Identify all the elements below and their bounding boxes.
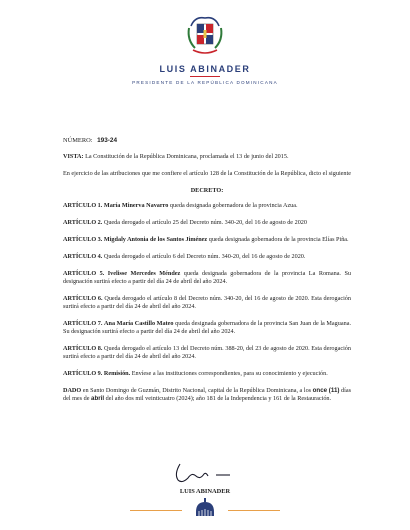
header-subtitle: PRESIDENTE DE LA REPÚBLICA DOMINICANA: [132, 80, 278, 85]
decree-number-value: 193-24: [97, 137, 117, 144]
dado-label: DADO: [63, 387, 82, 394]
dado-month: abril: [91, 395, 105, 402]
decreto-title: DECRETO:: [190, 187, 224, 194]
article: ARTÍCULO 1. María Minerva Navarro queda designada gobernadora de la provincia Azua.: [63, 202, 298, 209]
article: ARTÍCULO 7. Ana María Castillo Mateo queda designada gobernadora de la provincia San Juan de la Maguana. Su designación surtirá efecto a partir del día 24 de abril del año 2024.: [63, 320, 351, 335]
preamble-paragraph: En ejercicio de las atribuciones que me confiere el artículo 128 de la Constitución de la República, dicto el siguiente: [63, 170, 351, 177]
header-name: LUIS ABINADER: [159, 64, 251, 74]
vista-paragraph: [63, 153, 351, 161]
header-divider: [190, 76, 220, 77]
decree-number-label: NÚMERO:: [63, 137, 93, 144]
article: ARTÍCULO 5. Ivelisse Mercedes Méndez queda designada gobernadora de la provincia La Romana. Su designación surtirá efecto a partir del día 24 de abril del año 2024.: [63, 270, 352, 285]
article: ARTÍCULO 3. Migdaly Antonia de los Santos Jiménez queda designada gobernadora de la provincia Elías Piña.: [63, 236, 349, 243]
article: ARTÍCULO 4. Queda derogado el artículo 6 del Decreto núm. 340-20, del 16 de agosto de 2020.: [63, 253, 306, 260]
handwritten-signature: [170, 458, 240, 486]
decree-number: [63, 137, 351, 145]
vista-label: VISTA:: [63, 153, 84, 160]
vista-text: La Constitución de la República Dominicana, proclamada el 13 de junio del 2015.: [85, 153, 289, 160]
article: ARTÍCULO 6. Queda derogado el artículo 8 del Decreto núm. 340-20, del 16 de agosto de 2020. Esta derogación surtirá efecto a partir del día 24 de abril del año 2024.: [63, 295, 351, 310]
signature-name: LUIS ABINADER: [179, 488, 231, 495]
dado-paragraph: DADO en Santo Domingo de Guzmán, Distrito Nacional, capital de la República Dominicana, a los once (11) días del mes de abril del año dos mil veinticuatro (2024); año 181 de la Independencia y 161 de la Restauración.: [63, 387, 352, 402]
footer-divider-right: [228, 510, 280, 511]
palace-dome-icon: [190, 498, 220, 518]
coat-of-arms-icon: [185, 12, 225, 56]
article: ARTÍCULO 8. Queda derogado el artículo 13 del Decreto núm. 388-20, del 23 de agosto de 2020. Esta derogación surtirá efecto a partir del día 24 de abril del año 2024.: [63, 345, 351, 360]
footer-divider-left: [130, 510, 182, 511]
dado-day: once (11): [312, 387, 340, 394]
article: ARTÍCULO 9. Remisión. Envíese a las instituciones correspondientes, para su conocimiento y ejecución.: [63, 370, 328, 377]
decree-body: [63, 137, 351, 412]
article: ARTÍCULO 2. Queda derogado el artículo 25 del Decreto núm. 340-20, del 16 de agosto de 2020: [63, 219, 307, 226]
